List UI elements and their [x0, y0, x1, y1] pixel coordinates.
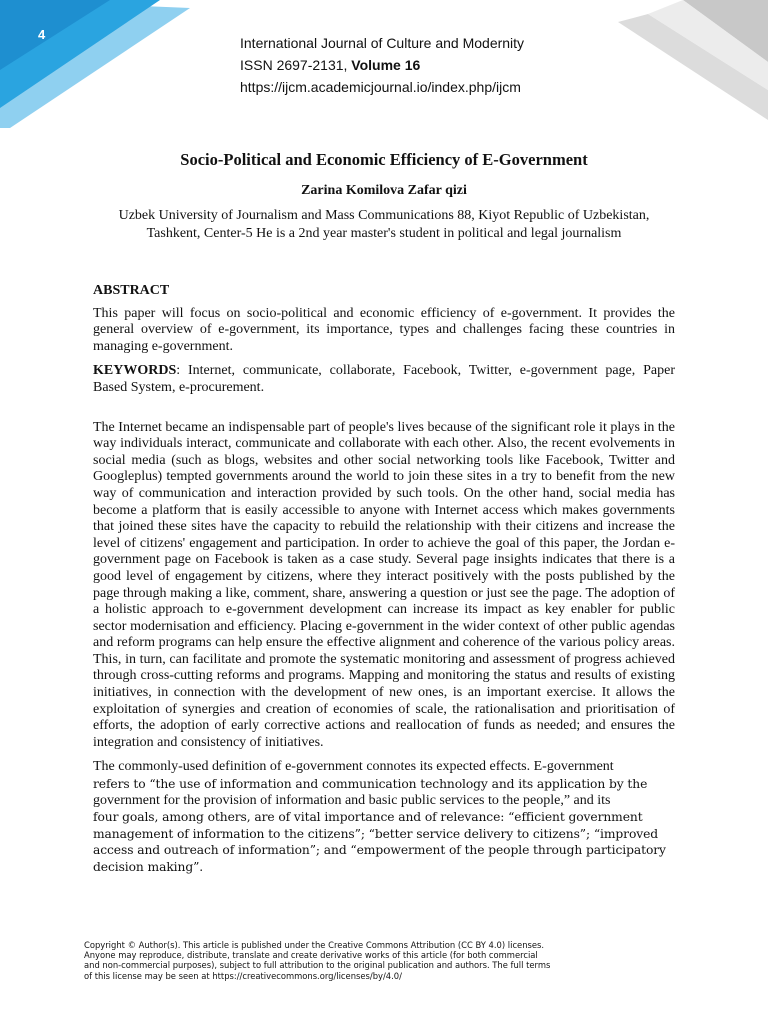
paragraph-2-line: government for the provision of information and basic public services to the people,” and its — [93, 792, 611, 808]
license-line: of this license may be seen at https://creativecommons.org/licenses/by/4.0/ — [84, 970, 402, 981]
body-paragraph-1: The Internet became an indispensable part of people's lives because of the significant role it plays in the way individuals interact, communicate and collaborate with each other. Also, the recent evolvements in social media (such as blogs, websites and other social networking tools like Facebook, Twitter and Googleplus) tempted governments around the world to join these sites in a try to benefit from the new way of communication and interaction provided by such tools. On the other hand, social media has become a platform that is easily accessible to anyone with Internet access which makes governments that joined these sites have the capacity to rebuild the relationship with their citizens and increase the level of citizens' engagement and participation. In order to achieve the goal of this paper, the Jordan e-government page on Facebook is taken as a case study. Several page insights indicates that there is a good level of engagement by citizens, where they interact positively with the posts published by the page through making a like, comment, share, answering a question or just see the page. The adoption of a holistic approach to e-government development can increase its impact as key enabler for public sector modernisation and efficiency. Placing e-government in the wider context of other public agendas and reform programs can help ensure the effective alignment and coherence of the various policy areas. This, in turn, can facilitate and promote the systematic monitoring and assessment of progress achieved through cross-cutting reforms and programs. Mapping and monitoring the status and results of existing initiatives, in connection with the development of new ones, is an important exercise. It allows the exploitation of synergies and creation of economies of scale, the rationalisation and prioritisation of efforts, the adoption of early corrective actions and reallocation of funds as needed; and ensures the integration and consistency of initiatives. — [93, 419, 675, 750]
license-line: Copyright © Author(s). This article is published under the Creative Commons Attribution (CC BY 4.0) licenses. — [84, 940, 545, 950]
paragraph-2-line: The commonly-used definition of e-government connotes its expected effects. E-government — [93, 759, 614, 775]
article-author: Zarina Komilova Zafar qizi — [301, 183, 467, 198]
body-paragraph-2 — [93, 759, 675, 875]
volume: Volume 16 — [351, 57, 421, 73]
paragraph-2-line: decision making”. — [93, 860, 204, 874]
header-blue-corner-decoration — [0, 0, 200, 130]
author-affiliation: Uzbek University of Journalism and Mass Communications 88, Kiyot Republic of Uzbekistan, Tashkent, Center-5 He is a 2nd year master's student in political and legal journalism — [118, 208, 650, 241]
journal-url[interactable]: https://ijcm.academicjournal.io/index.php/ijcm — [240, 79, 521, 95]
issn: ISSN 2697-2131, — [240, 57, 352, 73]
license-footer — [84, 940, 644, 981]
article-content — [93, 283, 675, 884]
keywords-label: KEYWORDS — [93, 363, 177, 379]
section-spacer — [93, 405, 675, 420]
license-line: and non-commercial purposes), subject to full attribution to the original publication and authors. The full terms — [84, 960, 551, 971]
page-number: 4 — [38, 27, 46, 42]
article-title: Socio-Political and Economic Efficiency of E-Government — [180, 150, 588, 169]
keywords-text: : Internet, communicate, collaborate, Facebook, Twitter, e-government page, Paper Based System, e-procurement. — [93, 363, 675, 395]
license-line: Anyone may reproduce, distribute, translate and create derivative works of this article (for both commercial — [84, 950, 538, 961]
journal-header — [240, 32, 524, 98]
paragraph-2-line: management of information to the citizens”; “better service delivery to citizens”; “improved — [93, 826, 659, 841]
issn-volume-line — [240, 54, 524, 76]
header-gray-corner-decoration — [588, 0, 768, 130]
paragraph-2-line: refers to “the use of information and communication technology and its application by the — [93, 777, 648, 792]
journal-name: International Journal of Culture and Modernity — [240, 35, 525, 51]
abstract-text: This paper will focus on socio-political and economic efficiency of e-government. It provides the general overview of e-government, its importance, types and challenges facing these countries in managing e-government. — [93, 305, 675, 354]
keywords — [93, 363, 675, 396]
paragraph-2-line: access and outreach of information”; and “empowerment of the people through participatory — [93, 843, 666, 858]
paragraph-2-line: four goals, among others, are of vital importance and of relevance: “efficient government — [93, 810, 643, 825]
abstract-heading: ABSTRACT — [93, 283, 170, 298]
